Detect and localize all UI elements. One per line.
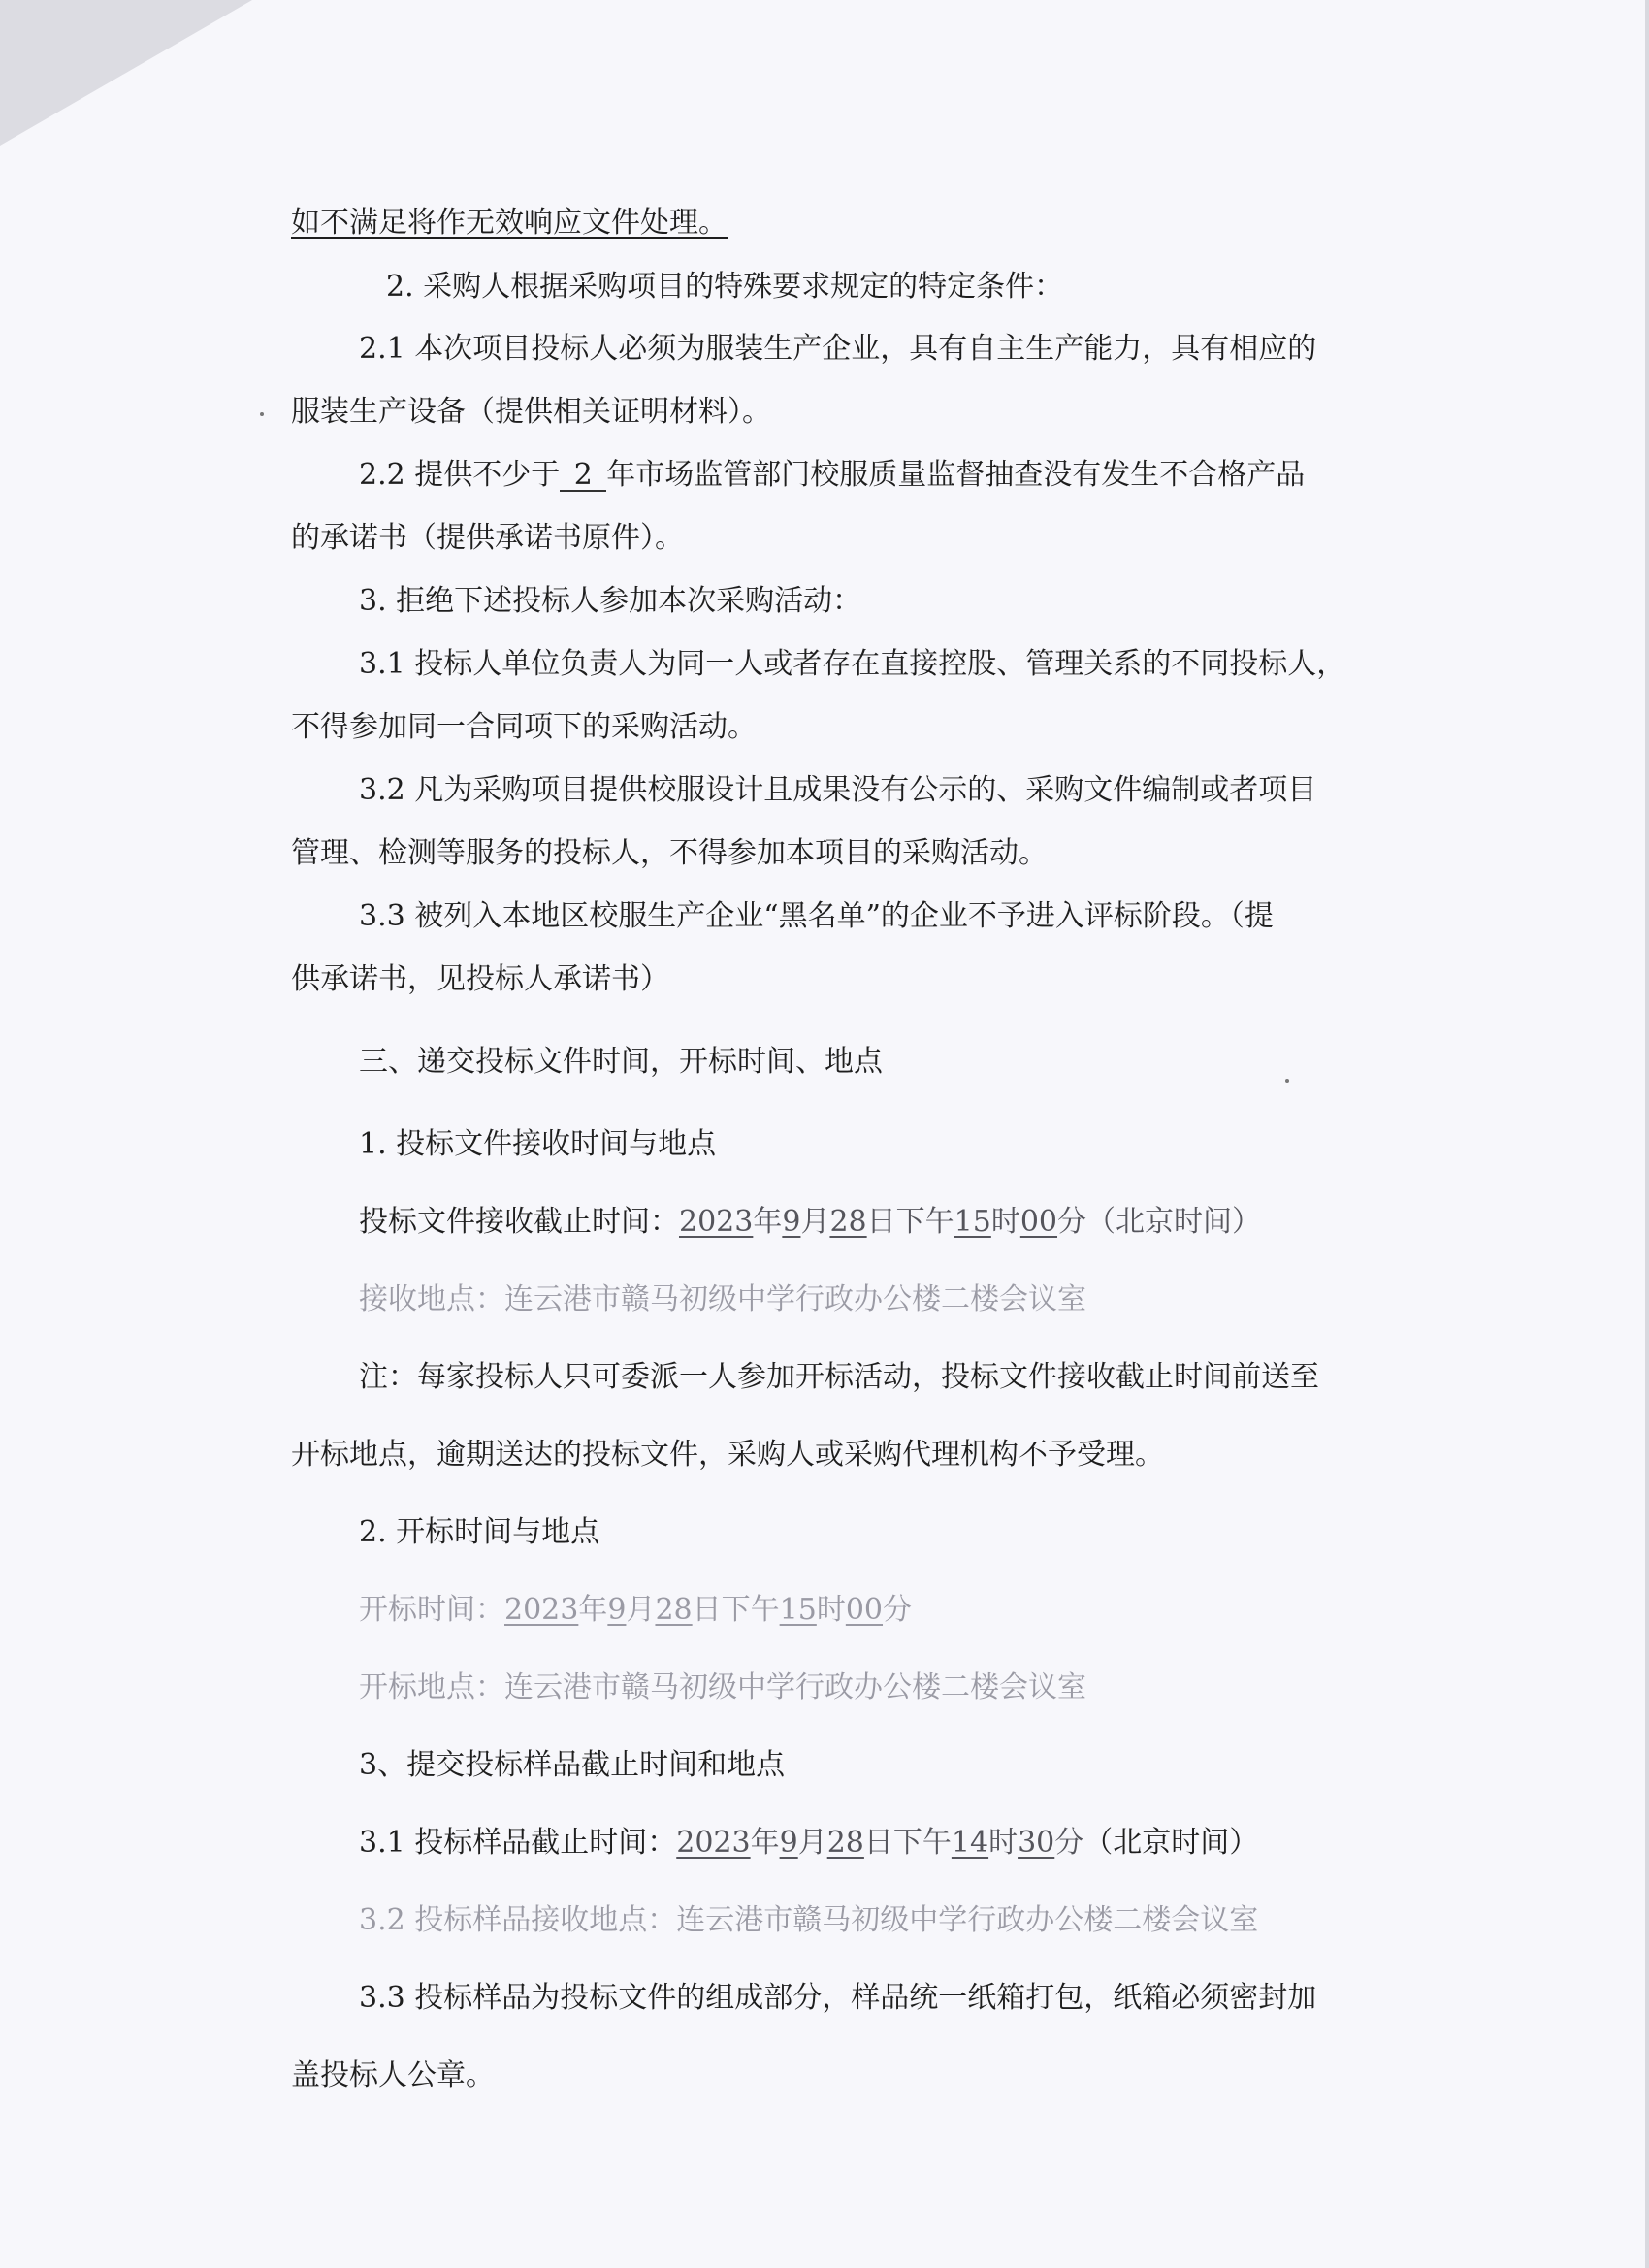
sample-deadline-line bbox=[359, 1824, 1258, 1863]
opening-year: 2023 bbox=[504, 1593, 579, 1627]
hour-unit: 时 bbox=[990, 1205, 1020, 1239]
line-2-2-commitment bbox=[359, 456, 1305, 495]
bid-hour: 15 bbox=[954, 1205, 991, 1239]
sample-location-line: 3.2 投标样品接收地点：连云港市赣马初级中学行政办公楼二楼会议室 bbox=[359, 1903, 1259, 1937]
timezone-note: （北京时间） bbox=[1083, 1826, 1259, 1860]
hour-unit: 时 bbox=[988, 1826, 1018, 1860]
note-line-2: 开标地点，逾期送达的投标文件，采购人或采购代理机构不予受理。 bbox=[291, 1438, 1164, 1472]
line-2-2-letter: 的承诺书（提供承诺书原件）。 bbox=[291, 521, 684, 555]
line-3-3-sample-packing: 3.3 投标样品为投标文件的组成部分，样品统一纸箱打包，纸箱必须密封加 bbox=[359, 1981, 1317, 2015]
scan-speck bbox=[1285, 1079, 1289, 1083]
bid-minute: 00 bbox=[1019, 1205, 1058, 1239]
receipt-location-line: 接收地点：连云港市赣马初级中学行政办公楼二楼会议室 bbox=[359, 1282, 1086, 1316]
month-unit: 月 bbox=[797, 1826, 827, 1860]
line-2-1-manufacturer: 2.1 本次项目投标人必须为服装生产企业，具有自主生产能力，具有相应的 bbox=[359, 332, 1317, 366]
opening-time-label: 开标时间： bbox=[359, 1593, 504, 1627]
bid-year: 2023 bbox=[679, 1205, 754, 1239]
bid-deadline-line bbox=[359, 1203, 1261, 1242]
bid-deadline-label: 投标文件接收截止时间： bbox=[359, 1205, 679, 1239]
section-three-heading: 三、递交投标文件时间，开标时间、地点 bbox=[359, 1045, 883, 1079]
line-2-1-equipment: 服装生产设备（提供相关证明材料）。 bbox=[291, 395, 771, 429]
page-edge-shadow bbox=[1645, 0, 1649, 2268]
line-3-2-services: 管理、检测等服务的投标人，不得参加本项目的采购活动。 bbox=[291, 836, 1048, 870]
line-3-3-blacklist: 3.3 被列入本地区校服生产企业“黑名单”的企业不予进入评标阶段。（提 bbox=[359, 899, 1274, 933]
opening-minute: 00 bbox=[845, 1593, 884, 1627]
day-unit: 日下午 bbox=[692, 1593, 780, 1627]
opening-time-line bbox=[359, 1591, 912, 1630]
line-2-opening-heading: 2. 开标时间与地点 bbox=[359, 1515, 600, 1549]
minute-unit: 分 bbox=[1057, 1205, 1087, 1239]
opening-day: 28 bbox=[655, 1593, 693, 1627]
sample-deadline-value bbox=[676, 1826, 1083, 1860]
bid-day: 28 bbox=[829, 1205, 867, 1239]
opening-month: 9 bbox=[607, 1593, 627, 1627]
year-unit: 年 bbox=[753, 1205, 783, 1239]
line-2-2-suffix: 年市场监管部门校服质量监督抽查没有发生不合格产品 bbox=[606, 458, 1306, 492]
scanned-corner-shadow bbox=[0, 0, 252, 146]
day-unit: 日下午 bbox=[866, 1205, 954, 1239]
day-unit: 日下午 bbox=[863, 1826, 952, 1860]
hour-unit: 时 bbox=[816, 1593, 846, 1627]
line-invalid-response: 如不满足将作无效响应文件处理。 bbox=[291, 206, 728, 240]
sample-hour: 14 bbox=[951, 1826, 989, 1860]
line-1-receipt-heading: 1. 投标文件接收时间与地点 bbox=[359, 1127, 717, 1161]
sample-deadline-label: 3.1 投标样品截止时间： bbox=[359, 1826, 677, 1860]
month-unit: 月 bbox=[626, 1593, 656, 1627]
line-3-sample-heading: 3、提交投标样品截止时间和地点 bbox=[359, 1748, 786, 1782]
sample-year: 2023 bbox=[676, 1826, 751, 1860]
minute-unit: 分 bbox=[1054, 1826, 1084, 1860]
scan-speck bbox=[260, 412, 264, 416]
line-3-3-seal: 盖投标人公章。 bbox=[291, 2058, 495, 2092]
line-special-conditions-heading: 2. 采购人根据采购项目的特殊要求规定的特定条件： bbox=[386, 270, 1064, 304]
sample-month: 9 bbox=[779, 1826, 798, 1860]
line-3-1-same-owner: 3.1 投标人单位负责人为同一人或者存在直接控股、管理关系的不同投标人， bbox=[359, 647, 1346, 681]
sample-minute: 30 bbox=[1018, 1826, 1055, 1860]
bid-month: 9 bbox=[782, 1205, 801, 1239]
years-blank: 2 bbox=[560, 461, 606, 492]
line-3-1-contract: 不得参加同一合同项下的采购活动。 bbox=[291, 710, 757, 744]
line-2-2-prefix: 2.2 提供不少于 bbox=[359, 458, 561, 492]
year-unit: 年 bbox=[578, 1593, 608, 1627]
timezone-note: （北京时间） bbox=[1086, 1205, 1262, 1239]
note-line-1: 注：每家投标人只可委派一人参加开标活动，投标文件接收截止时间前送至 bbox=[359, 1360, 1319, 1394]
month-unit: 月 bbox=[800, 1205, 830, 1239]
minute-unit: 分 bbox=[883, 1593, 913, 1627]
opening-location-line: 开标地点：连云港市赣马初级中学行政办公楼二楼会议室 bbox=[359, 1670, 1086, 1704]
sample-day: 28 bbox=[826, 1826, 864, 1860]
line-3-2-design: 3.2 凡为采购项目提供校服设计且成果没有公示的、采购文件编制或者项目 bbox=[359, 773, 1317, 807]
line-3-3-letter: 供承诺书，见投标人承诺书） bbox=[291, 962, 669, 996]
line-3-reject-heading: 3. 拒绝下述投标人参加本次采购活动： bbox=[359, 584, 862, 618]
opening-hour: 15 bbox=[779, 1593, 817, 1627]
year-unit: 年 bbox=[750, 1826, 780, 1860]
bid-deadline-value bbox=[679, 1205, 1261, 1239]
